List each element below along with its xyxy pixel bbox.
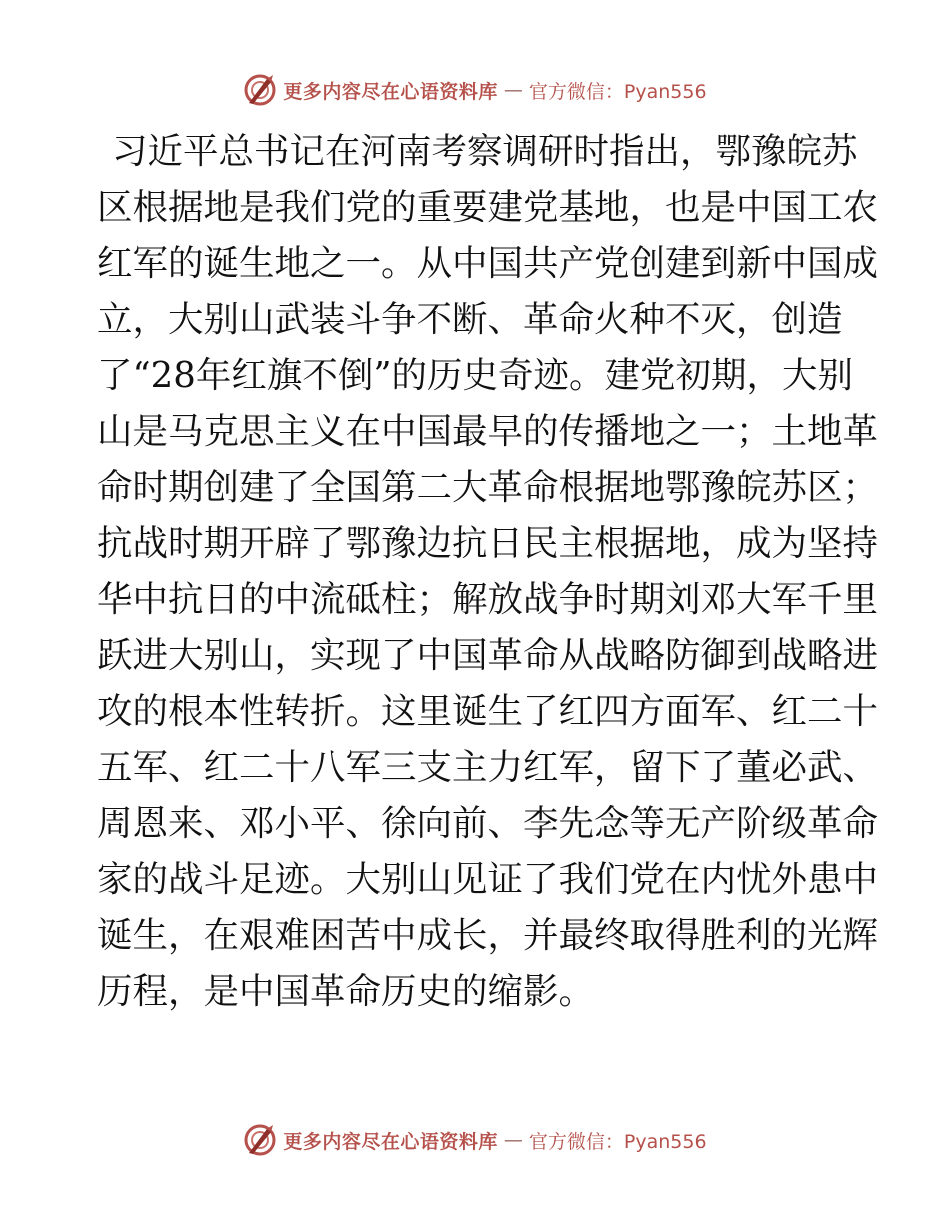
body-line: 攻的根本性转折。这里诞生了红四方面军、红二十 <box>97 691 879 732</box>
footer-separator: — <box>503 1129 523 1151</box>
header-account-text: 官方微信：Pyan556 <box>528 80 707 103</box>
footer-banner <box>0 1120 950 1160</box>
body-line: 诞生，在艰难困苦中成长，并最终取得胜利的光辉 <box>97 915 879 956</box>
quill-pen-logo-icon <box>243 1123 277 1157</box>
body-line: 山是马克思主义在中国最早的传播地之一；土地革 <box>97 411 879 452</box>
header-promo-text: 更多内容尽在心语资料库 <box>283 80 498 103</box>
body-line: 华中抗日的中流砥柱；解放战争时期刘邓大军千里 <box>97 579 879 620</box>
header-separator: — <box>503 79 523 101</box>
body-line: 红军的诞生地之一。从中国共产党创建到新中国成 <box>97 243 879 284</box>
body-line: 习近平总书记在河南考察调研时指出，鄂豫皖苏 <box>112 131 858 172</box>
body-line: 抗战时期开辟了鄂豫边抗日民主根据地，成为坚持 <box>97 523 879 564</box>
body-line: 五军、红二十八军三支主力红军，留下了董必武、 <box>97 747 879 788</box>
quill-pen-logo-icon <box>243 73 277 107</box>
header-banner <box>0 70 950 110</box>
footer-account-text: 官方微信：Pyan556 <box>528 1130 707 1153</box>
body-line: 命时期创建了全国第二大革命根据地鄂豫皖苏区； <box>97 467 879 508</box>
body-line: 跃进大别山，实现了中国革命从战略防御到战略进 <box>97 635 879 676</box>
body-line: 了“28年红旗不倒”的历史奇迹。建党初期，大别 <box>97 355 853 396</box>
body-line: 家的战斗足迹。大别山见证了我们党在内忧外患中 <box>97 859 879 900</box>
body-line: 区根据地是我们党的重要建党基地，也是中国工农 <box>97 187 879 228</box>
body-line: 立，大别山武装斗争不断、革命火种不灭，创造 <box>97 299 843 340</box>
footer-promo-text: 更多内容尽在心语资料库 <box>283 1130 498 1153</box>
body-line: 历程，是中国革命历史的缩影。 <box>97 971 595 1012</box>
body-line: 周恩来、邓小平、徐向前、李先念等无产阶级革命 <box>97 803 879 844</box>
